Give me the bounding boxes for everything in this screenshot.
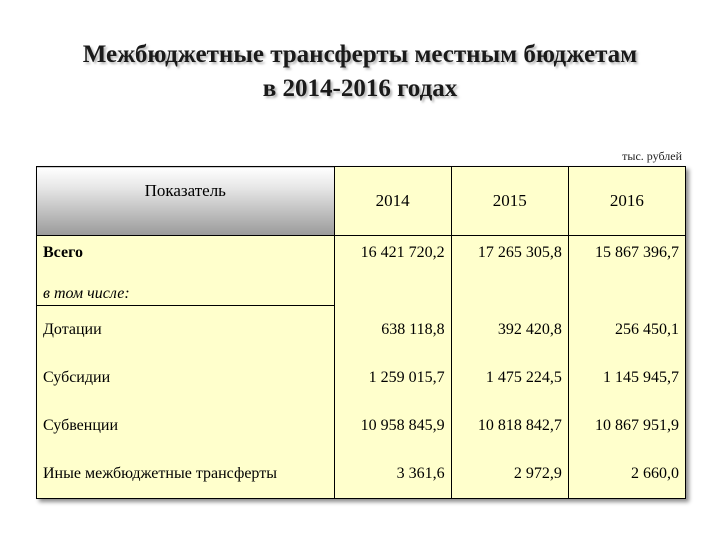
title-line-2: в 2014-2016 годах bbox=[262, 75, 458, 102]
units-label: тыс. рублей bbox=[622, 149, 682, 163]
cell-value: 10 818 842,7 bbox=[451, 402, 568, 450]
cell-empty bbox=[334, 269, 451, 306]
cell-value: 256 450,1 bbox=[615, 320, 679, 338]
row-label: Субвенции bbox=[37, 402, 335, 450]
table-row bbox=[37, 402, 686, 450]
cell-value: 1 475 224,5 bbox=[451, 354, 568, 402]
cell-value: 10 867 951,9 bbox=[595, 417, 679, 434]
cell-value: 1 145 945,7 bbox=[603, 369, 679, 386]
cell-value: 3 361,6 bbox=[334, 450, 451, 499]
cell-value: 2 972,9 bbox=[451, 450, 568, 499]
cell-value: 15 867 396,7 bbox=[595, 243, 679, 261]
table-row-total bbox=[37, 236, 686, 270]
table-row bbox=[37, 354, 686, 402]
header-indicator: Показатель bbox=[37, 167, 335, 236]
row-label: Всего bbox=[37, 236, 335, 270]
header-year-2015: 2015 bbox=[451, 167, 568, 236]
table-row bbox=[37, 306, 686, 355]
cell-value: 392 420,8 bbox=[451, 306, 568, 355]
cell-empty bbox=[568, 269, 685, 306]
cell-value: 2 660,0 bbox=[631, 465, 679, 482]
page-title bbox=[0, 38, 720, 106]
row-label: Субсидии bbox=[37, 354, 335, 402]
table-row-subheading bbox=[37, 269, 686, 306]
transfers-table bbox=[36, 166, 686, 499]
cell-value: 638 118,8 bbox=[334, 306, 451, 355]
row-label: Дотации bbox=[37, 306, 335, 355]
cell-value: 1 259 015,7 bbox=[334, 354, 451, 402]
cell-value: 16 421 720,2 bbox=[334, 236, 451, 270]
cell-empty bbox=[451, 269, 568, 306]
row-label: Иные межбюджетные трансферты bbox=[37, 450, 335, 499]
title-line-1: Межбюджетные трансферты местным бюджетам bbox=[82, 41, 638, 68]
subheading-label: в том числе: bbox=[37, 269, 335, 306]
cell-value: 17 265 305,8 bbox=[451, 236, 568, 270]
table-header-row bbox=[37, 167, 686, 236]
header-year-2016: 2016 bbox=[568, 167, 685, 236]
cell-value: 10 958 845,9 bbox=[334, 402, 451, 450]
table-row bbox=[37, 450, 686, 499]
header-year-2014: 2014 bbox=[334, 167, 451, 236]
